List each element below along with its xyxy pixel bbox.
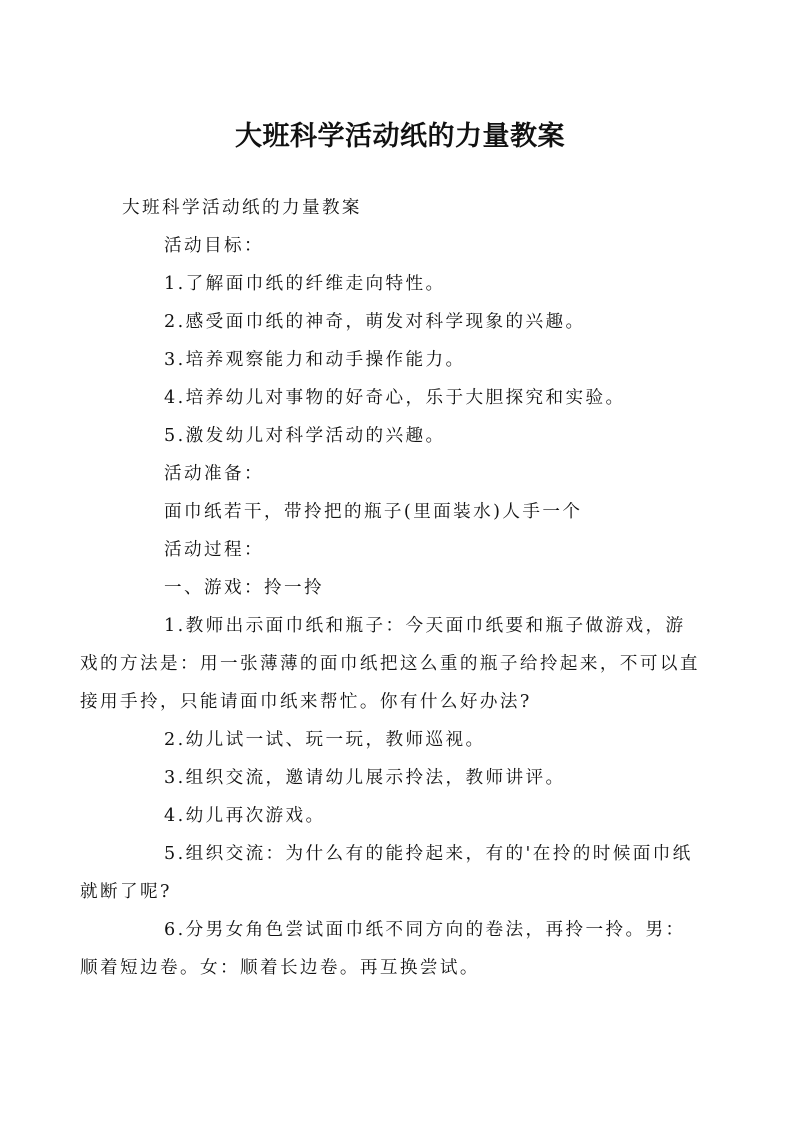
document-body — [80, 189, 700, 987]
preparation-text: 面巾纸若干，带拎把的瓶子(里面装水)人手一个 — [164, 502, 583, 522]
section-label-goals: 活动目标： — [164, 236, 264, 256]
process-step: 4.幼儿再次游戏。 — [164, 806, 326, 826]
process-step: 2.幼儿试一试、玩一玩，教师巡视。 — [164, 730, 486, 750]
section-label-process: 活动过程： — [164, 540, 264, 560]
process-step: 6.分男女角色尝试面巾纸不同方向的卷法，再拎一拎。男：顺着短边卷。女：顺着长边卷。再互换尝试。 — [80, 920, 686, 978]
section-label-preparation: 活动准备： — [164, 464, 264, 484]
doc-heading: 大班科学活动纸的力量教案 — [122, 198, 362, 218]
process-subheading: 一、游戏：拎一拎 — [164, 578, 324, 598]
page-title: 大班科学活动纸的力量教案 — [235, 121, 565, 153]
goal-item: 4.培养幼儿对事物的好奇心，乐于大胆探究和实验。 — [164, 388, 626, 408]
goal-item: 2.感受面巾纸的神奇，萌发对科学现象的兴趣。 — [164, 312, 586, 332]
goal-item: 5.激发幼儿对科学活动的兴趣。 — [164, 426, 446, 446]
process-step: 5.组织交流：为什么有的能拎起来，有的'在拎的时候面巾纸就断了呢? — [80, 844, 693, 902]
process-step: 3.组织交流，邀请幼儿展示拎法，教师讲评。 — [164, 768, 566, 788]
process-step: 1.教师出示面巾纸和瓶子：今天面巾纸要和瓶子做游戏，游戏的方法是：用一张薄薄的面巾纸把这么重的瓶子给拎起来，不可以直接用手拎，只能请面巾纸来帮忙。你有什么好办法? — [80, 616, 700, 712]
goal-item: 1.了解面巾纸的纤维走向特性。 — [164, 274, 446, 294]
goal-item: 3.培养观察能力和动手操作能力。 — [164, 350, 466, 370]
